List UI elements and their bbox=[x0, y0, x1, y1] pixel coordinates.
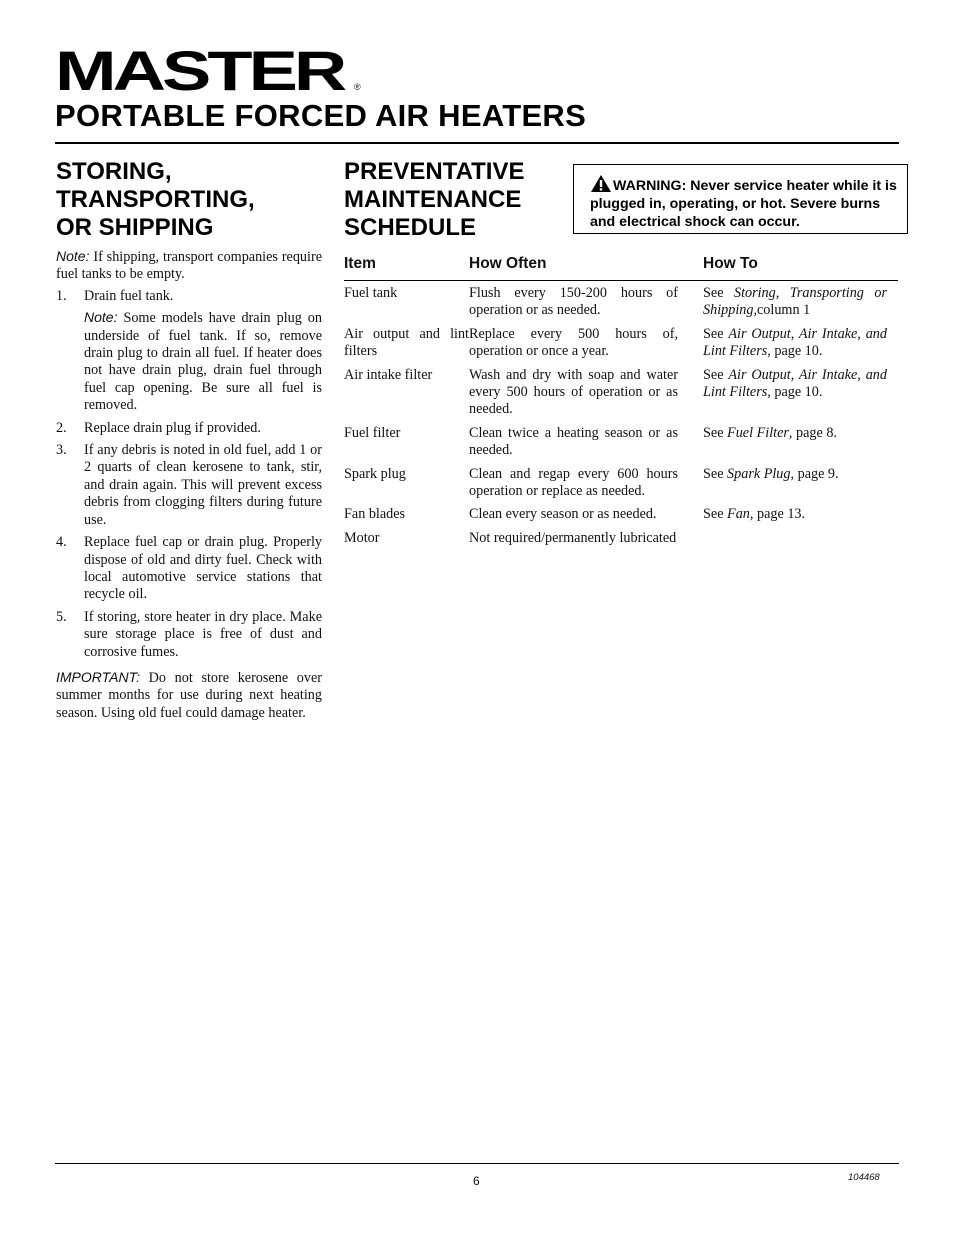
cell-how-to: See Fan, page 13. bbox=[703, 506, 806, 523]
table-body bbox=[344, 285, 898, 547]
storing-steps bbox=[56, 288, 322, 661]
table-row bbox=[344, 466, 898, 501]
shipping-note: Note: If shipping, transport companies require fuel tanks to be empty. bbox=[56, 248, 322, 283]
document-number: 104468 bbox=[848, 1172, 880, 1183]
cell-item: Motor bbox=[344, 529, 380, 546]
table-row bbox=[344, 506, 898, 523]
table-header bbox=[344, 255, 898, 281]
cell-how-to: See Storing, Transporting or Shipping,column 1 bbox=[703, 285, 887, 319]
list-item: 3. If any debris is noted in old fuel, add 1 or 2 quarts of clean kerosene to tank, stir, and drain again. This will prevent excess debris from clogging filters during future use. bbox=[56, 442, 322, 528]
warning-box bbox=[573, 164, 908, 234]
cell-how-often: Clean every season or as needed. bbox=[469, 506, 657, 523]
page-number: 6 bbox=[473, 1174, 480, 1188]
table-row bbox=[344, 367, 898, 419]
list-item: 1. Drain fuel tank. Note: Some models have drain plug on underside of fuel tank. If so, remove drain plug to drain all fuel. If heater does not have drain plug, drain fuel through fuel cap opening. Be sure all fuel is removed. bbox=[56, 287, 322, 414]
table-row bbox=[344, 530, 898, 547]
cell-how-often: Flush every 150-200 hours of operation or as needed. bbox=[469, 285, 678, 319]
cell-how-often: Replace every 500 hours of, operation or once a year. bbox=[469, 325, 678, 360]
cell-how-to: See Air Output, Air Intake, and Lint Filters, page 10. bbox=[703, 325, 887, 360]
cell-item: Fuel tank bbox=[344, 285, 398, 301]
cell-how-often: Clean twice a heating season or as needed. bbox=[469, 424, 678, 459]
brand-logo-text: MASTER bbox=[55, 39, 344, 102]
note-label: Note: bbox=[56, 248, 90, 264]
list-item: 5. If storing, store heater in dry place. Make sure storage place is free of dust and corrosive fumes. bbox=[56, 608, 322, 660]
brand-logo bbox=[55, 39, 365, 102]
column-header-item: Item bbox=[344, 255, 376, 272]
maintenance-heading: PREVENTATIVE MAINTENANCE SCHEDULE bbox=[344, 158, 525, 241]
cell-how-to bbox=[703, 530, 887, 547]
storing-section bbox=[56, 158, 322, 736]
warning-triangle-icon bbox=[590, 174, 612, 193]
table-row bbox=[344, 425, 898, 460]
cell-how-to: See Fuel Filter, page 8. bbox=[703, 424, 837, 441]
list-item: 2. Replace drain plug if provided. bbox=[56, 419, 261, 436]
cell-how-often: Clean and regap every 600 hours operation or replace as needed. bbox=[469, 465, 678, 500]
cell-item: Spark plug bbox=[344, 465, 406, 482]
cell-item: Air intake filter bbox=[344, 366, 433, 383]
cell-item: Air output and lint filters bbox=[344, 325, 469, 360]
warning-text: WARNING: Never service heater while it is plugged in, operating, or hot. Severe burns and electrical shock can occur. bbox=[590, 178, 897, 230]
footer-divider bbox=[55, 1163, 899, 1164]
storing-heading: STORING, TRANSPORTING, OR SHIPPING bbox=[56, 158, 255, 241]
registered-mark: ® bbox=[354, 82, 361, 92]
cell-how-to: See Spark Plug, page 9. bbox=[703, 465, 839, 482]
cell-how-often: Not required/permanently lubricated bbox=[469, 529, 677, 546]
cell-item: Fuel filter bbox=[344, 424, 401, 441]
cell-how-often: Wash and dry with soap and water every 500 hours of operation or as needed. bbox=[469, 366, 678, 418]
column-header-how-often: How Often bbox=[469, 255, 547, 272]
maintenance-schedule-table bbox=[344, 255, 898, 553]
important-label: IMPORTANT: bbox=[56, 668, 140, 685]
cell-how-to: See Air Output, Air Intake, and Lint Filters, page 10. bbox=[703, 366, 887, 401]
document-title: PORTABLE FORCED AIR HEATERS bbox=[55, 98, 587, 133]
header-divider bbox=[55, 142, 899, 144]
table-row bbox=[344, 326, 898, 361]
drain-plug-note: Note: Some models have drain plug on underside of fuel tank. If so, remove drain plug to drain all fuel. If heater does not have drain plug, drain fuel through fuel cap opening. Be sure all fuel is removed. bbox=[84, 309, 322, 414]
important-note: IMPORTANT: Do not store kerosene over summer months for use during next heating season. Using old fuel could damage heater. bbox=[56, 668, 322, 721]
column-header-how-to: How To bbox=[703, 255, 758, 272]
list-item: 4. Replace fuel cap or drain plug. Properly dispose of old and dirty fuel. Check with local automotive service stations that recycle oil. bbox=[56, 534, 322, 603]
table-row bbox=[344, 285, 898, 320]
cell-item: Fan blades bbox=[344, 506, 406, 523]
